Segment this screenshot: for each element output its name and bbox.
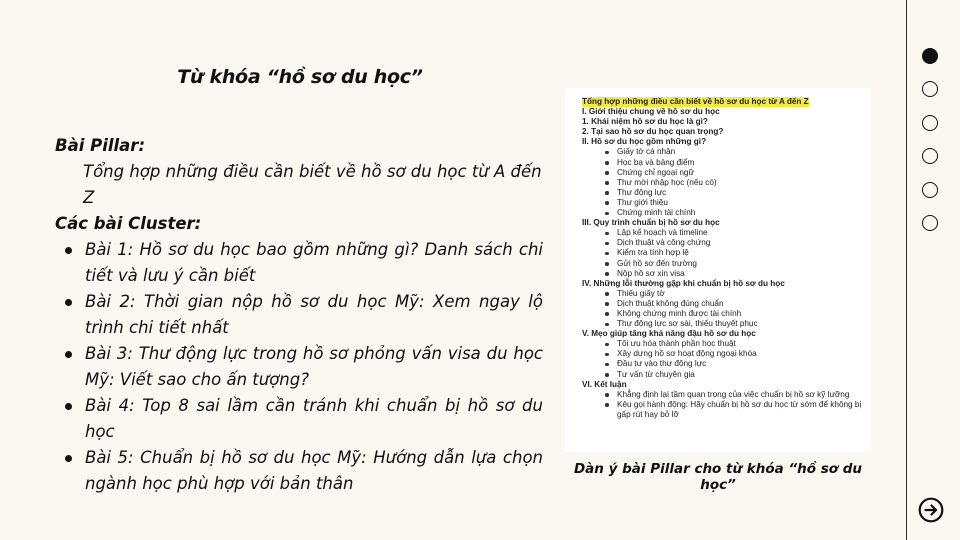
outline-caption: Dàn ý bài Pillar cho từ khóa “hồ sơ du học”	[573, 461, 863, 493]
pillar-label: Bài Pillar:	[55, 136, 146, 155]
outline-bullet-item: Tư vấn từ chuyên gia	[582, 370, 865, 380]
outline-bullet-item: Nộp hồ sơ xin visa	[582, 269, 865, 279]
outline-section-heading: 2. Tại sao hồ sơ du học quan trọng?	[582, 127, 724, 137]
outline-section-heading: 1. Khái niệm hồ sơ du học là gì?	[582, 117, 708, 127]
outline-bullet-item: Chứng minh tài chính	[582, 208, 865, 218]
outline-section-heading: VI. Kết luận	[582, 379, 627, 389]
slide-nav-dot[interactable]	[922, 81, 938, 97]
outline-bullet-item: Tối ưu hóa thành phần học thuật	[582, 339, 865, 349]
outline-bullet-item: Thư động lực	[582, 188, 865, 198]
outline-section-heading: II. Hồ sơ du học gồm những gì?	[582, 137, 707, 147]
outline-bullet-item: Kêu gọi hành động: Hãy chuẩn bị hồ sơ du học từ sớm để không bị gấp rút hay bỏ lỡ	[582, 400, 865, 420]
outline-bullet-item: Kiểm tra tính hợp lệ	[582, 248, 865, 258]
cluster-list	[55, 237, 543, 497]
outline-bullet-item: Thiếu giấy tờ	[582, 289, 865, 299]
bullet-icon	[65, 455, 72, 462]
outline-bullet-item: Thư động lực sơ sài, thiếu thuyết phục	[582, 319, 865, 329]
cluster-item: Bài 1: Hồ sơ du học bao gồm những gì? Danh sách chi tiết và lưu ý cần biết	[55, 237, 543, 289]
cluster-item: Bài 3: Thư động lực trong hồ sơ phỏng vấn visa du học Mỹ: Viết sao cho ấn tượng?	[55, 341, 543, 393]
outline-section-heading: I. Giới thiệu chung về hồ sơ du học	[582, 107, 720, 117]
slide-nav-dot[interactable]	[922, 215, 938, 231]
bullet-icon	[65, 247, 72, 254]
outline-bullet-item: Chứng chỉ ngoại ngữ	[582, 168, 865, 178]
outline-bullet-item: Thư giới thiệu	[582, 198, 865, 208]
outline-section-heading: III. Quy trình chuẩn bị hồ sơ du học	[582, 218, 720, 228]
slide-nav-dot[interactable]	[922, 48, 938, 64]
outline-bullet-item: Dịch thuật không đúng chuẩn	[582, 299, 865, 309]
outline-bullet-item: Không chứng minh được tài chính	[582, 309, 865, 319]
side-rail-divider	[906, 0, 907, 540]
slide-title: Từ khóa “hồ sơ du học”	[177, 66, 423, 88]
outline-section-heading: IV. Những lỗi thường gặp khi chuẩn bị hồ sơ du học	[582, 278, 785, 288]
bullet-icon	[65, 403, 72, 410]
outline-bullet-item: Khẳng định lại tầm quan trọng của việc chuẩn bị hồ sơ kỹ lưỡng	[582, 390, 865, 400]
outline-bullet-item: Giấy tờ cá nhân	[582, 147, 865, 157]
slide-nav-dot[interactable]	[922, 148, 938, 164]
cluster-label: Các bài Cluster:	[55, 214, 202, 233]
cluster-item: Bài 2: Thời gian nộp hồ sơ du học Mỹ: Xem ngay lộ trình chi tiết nhất	[55, 289, 543, 341]
cluster-item: Bài 5: Chuẩn bị hồ sơ du học Mỹ: Hướng dẫn lựa chọn ngành học phù hợp với bản thân	[55, 445, 543, 497]
outline-bullet-item: Dịch thuật và công chứng	[582, 238, 865, 248]
outline-section-heading: V. Mẹo giúp tăng khả năng đậu hồ sơ du học	[582, 329, 756, 339]
cluster-item: Bài 4: Top 8 sai lầm cần tránh khi chuẩn bị hồ sơ du học	[55, 393, 543, 445]
outline-bullet-item: Xây dựng hồ sơ hoạt động ngoại khóa	[582, 349, 865, 359]
outline-bullet-item: Gửi hồ sơ đến trường	[582, 259, 865, 269]
outline-heading: Tổng hợp những điều cần biết về hồ sơ du học từ A đến Z	[582, 97, 809, 106]
outline-bullet-item: Học bạ và bảng điểm	[582, 158, 865, 168]
outline-bullet-item: Thư mời nhập học (nếu có)	[582, 178, 865, 188]
bullet-icon	[65, 299, 72, 306]
bullet-icon	[65, 351, 72, 358]
main-content	[55, 133, 543, 497]
outline-bullet-item: Lập kế hoạch và timeline	[582, 228, 865, 238]
arrow-right-circle-icon[interactable]	[918, 497, 944, 523]
outline-lines	[582, 107, 865, 420]
pillar-outline-image	[565, 88, 871, 452]
slide-nav-dot[interactable]	[922, 182, 938, 198]
outline-bullet-item: Đầu tư vào thư động lực	[582, 359, 865, 369]
slide-nav-dot[interactable]	[922, 115, 938, 131]
pillar-text: Tổng hợp những điều cần biết về hồ sơ du học từ A đến Z	[83, 162, 542, 207]
